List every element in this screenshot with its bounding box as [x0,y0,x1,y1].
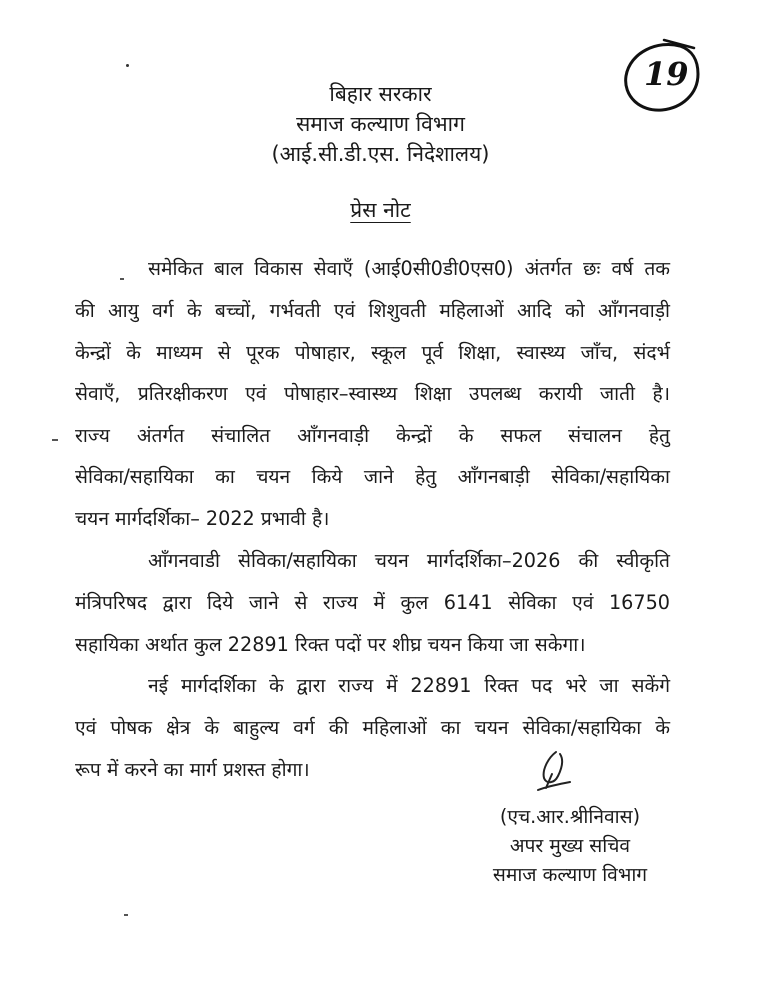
paragraph-3-line-3: रूप में करने का मार्ग प्रशस्त होगा। [75,758,310,781]
handwritten-number-text: 19 [644,55,689,93]
scan-speck [126,64,129,67]
signatory-designation: अपर मुख्य सचिव [509,834,631,857]
paragraph-2-line-2: मंत्रिपरिषद द्वारा दिये जाने से राज्य में कुल 6141 सेविका एवं 16750 [75,591,670,614]
signatory-department: समाज कल्याण विभाग [492,863,648,886]
header-department: समाज कल्याण विभाग [296,112,465,136]
paragraph-1-line-5: राज्य अंतर्गत संचालित आँगनवाड़ी केन्द्रों के सफल संचालन हेतु [75,424,670,447]
press-note-title-text: प्रेस नोट [350,198,411,222]
header-government: बिहार सरकार [329,82,432,106]
paragraph-3-line-1: नई मार्गदर्शिका के द्वारा राज्य में 22891 रिक्त पद भरे जा सकेंगे [148,674,670,697]
handwritten-number-mark [618,38,703,116]
signatory-name: (एच.आर.श्रीनिवास) [499,805,641,828]
paragraph-2-line-1: आँगनवाडी सेविका/सहायिका चयन मार्गदर्शिका–2026 की स्वीकृति [148,549,670,572]
signature-scribble [526,748,586,796]
scan-speck [124,914,128,916]
paragraph-1-line-1: समेकित बाल विकास सेवाएँ (आई0सी0डी0एस0) अंतर्गत छः वर्ष तक [148,257,670,280]
paragraph-1-line-4: सेवाएँ, प्रतिरक्षीकरण एवं पोषाहार–स्वास्थ्य शिक्षा उपलब्ध करायी जाती है। [75,382,670,405]
paragraph-2-line-3: सहायिका अर्थात कुल 22891 रिक्त पदों पर शीघ्र चयन किया जा सकेगा। [75,633,586,656]
scan-speck [52,439,58,441]
header-directorate: (आई.सी.डी.एस. निदेशालय) [271,142,490,166]
paragraph-1-line-7: चयन मार्गदर्शिका– 2022 प्रभावी है। [75,507,330,530]
press-note-title [0,196,761,224]
paragraph-3-line-2: एवं पोषक क्षेत्र के बाहुल्य वर्ग की महिलाओं का चयन सेविका/सहायिका के [75,716,670,739]
scan-speck [120,278,124,280]
paragraph-1-line-6: सेविका/सहायिका का चयन किये जाने हेतु आँगनबाड़ी सेविका/सहायिका [75,465,670,488]
paragraph-1-line-3: केन्द्रों के माध्यम से पूरक पोषाहार, स्कूल पूर्व शिक्षा, स्वास्थ्य जाँच, संदर्भ [75,341,670,364]
paragraph-1-line-2: की आयु वर्ग के बच्चों, गर्भवती एवं शिशुवती महिलाओं आदि को आँगनवाड़ी [75,299,670,322]
